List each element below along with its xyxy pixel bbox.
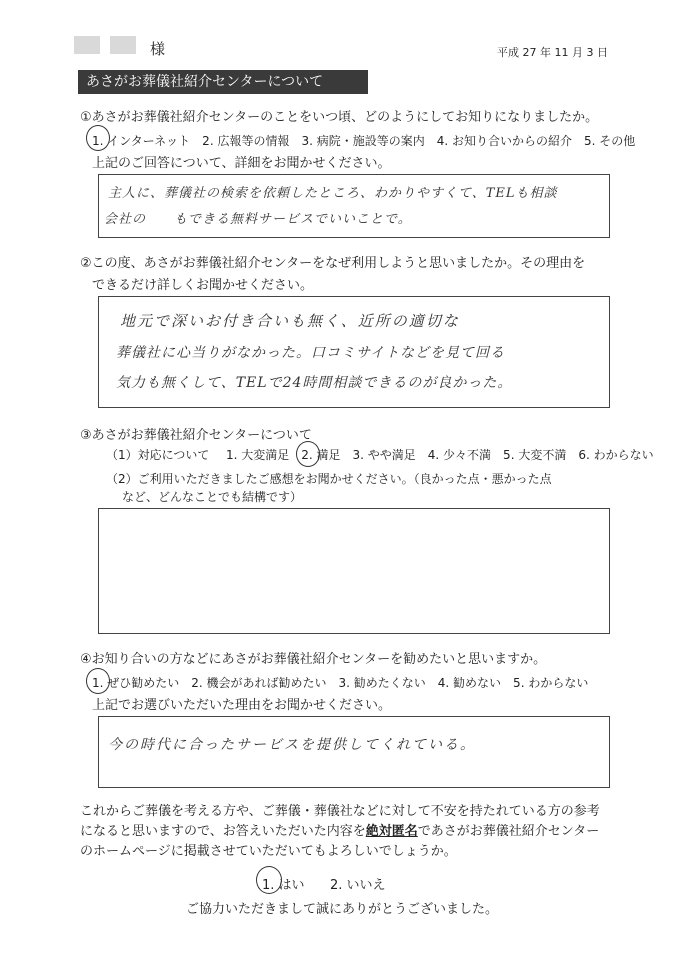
closing-line2-post: であさがお葬儀社紹介センター: [417, 824, 600, 839]
q4-options: 1. ぜひ勧めたい 2. 機会があれば勧めたい 3. 勧めたくない 4. 勧めない 5. わからない: [92, 676, 589, 690]
q3-selected-circle: [296, 441, 320, 467]
honorific: 様: [150, 40, 166, 58]
closing-line2: [80, 820, 599, 839]
redacted-name-2: [110, 36, 136, 54]
q2-answer-line3: 気力も無くして、TELで24時間相談できるのが良かった。: [116, 375, 513, 391]
closing-line2-pre: になると思いますので、お答えいただいた内容を: [80, 824, 366, 839]
q3-answer-box: [98, 508, 610, 634]
q4-selected-circle: [86, 668, 110, 694]
q1-selected-circle: [86, 125, 110, 151]
consent-selected-circle: [256, 866, 282, 894]
q3-sub2-line1: （2）ご利用いただきましたご感想をお聞かせください。（良かった点・悪かった点: [106, 472, 552, 486]
q2-answer-line2: 葬儀社に心当りがなかった。口コミサイトなどを見て回る: [116, 345, 506, 361]
consent-yes-option: 1. はい: [262, 878, 305, 893]
q2-question-line2: できるだけ詳しくお聞かせください。: [92, 278, 314, 293]
q1-options: 1. インターネット 2. 広報等の情報 3. 病院・施設等の案内 4. お知り合いからの紹介 5. その他: [92, 134, 636, 148]
thanks-message: ご協力いただきまして誠にありがとうございました。: [186, 902, 499, 917]
survey-date: 平成 27 年 11 月 3 日: [497, 46, 608, 59]
closing-anonymous-emphasis: 絶対匿名: [365, 824, 418, 839]
q3-sub1-label: （1）対応について: [106, 448, 210, 462]
closing-line3: のホームページに掲載させていただいてもよろしいでしょうか。: [80, 844, 457, 859]
q1-answer-line2: 会社の もできる無料サービスでいいことで。: [104, 212, 412, 227]
q4-reason-prompt: 上記でお選びいただいた理由をお聞かせください。: [92, 698, 392, 713]
q3-sub1-options: 1. 大変満足 2. 満足 3. やや満足 4. 少々不満 5. 大変不満 6. わからない: [226, 448, 654, 462]
q1-detail-prompt: 上記のご回答について、詳細をお聞かせください。: [92, 156, 391, 171]
q4-answer: 今の時代に合ったサービスを提供してくれている。: [108, 737, 476, 753]
section-title: あさがお葬儀社紹介センターについて: [78, 70, 368, 94]
q2-answer-line1: 地元で深いお付き合いも無く、近所の適切な: [120, 312, 460, 330]
q3-sub2-line2: など、どんなことでも結構です）: [122, 490, 303, 504]
closing-line1: これからご葬儀を考える方や、ご葬儀・葬儀社などに対して不安を持たれている方の参考: [80, 804, 600, 819]
q2-question-line1: ②この度、あさがお葬儀社紹介センターをなぜ利用しようと思いましたか。その理由を: [80, 256, 586, 271]
q3-question: ③あさがお葬儀社紹介センターについて: [80, 428, 312, 443]
q1-question: ①あさがお葬儀社紹介センターのことをいつ頃、どのようにしてお知りになりましたか。: [80, 110, 599, 125]
redacted-name-1: [74, 36, 100, 54]
q1-answer-line1: 主人に、葬儀社の検索を依頼したところ、わかりやすくて、TELも相談: [108, 186, 558, 201]
q4-question: ④お知り合いの方などにあさがお葬儀社紹介センターを勧めたいと思いますか。: [80, 652, 547, 667]
consent-no-option: 2. いいえ: [330, 878, 386, 893]
